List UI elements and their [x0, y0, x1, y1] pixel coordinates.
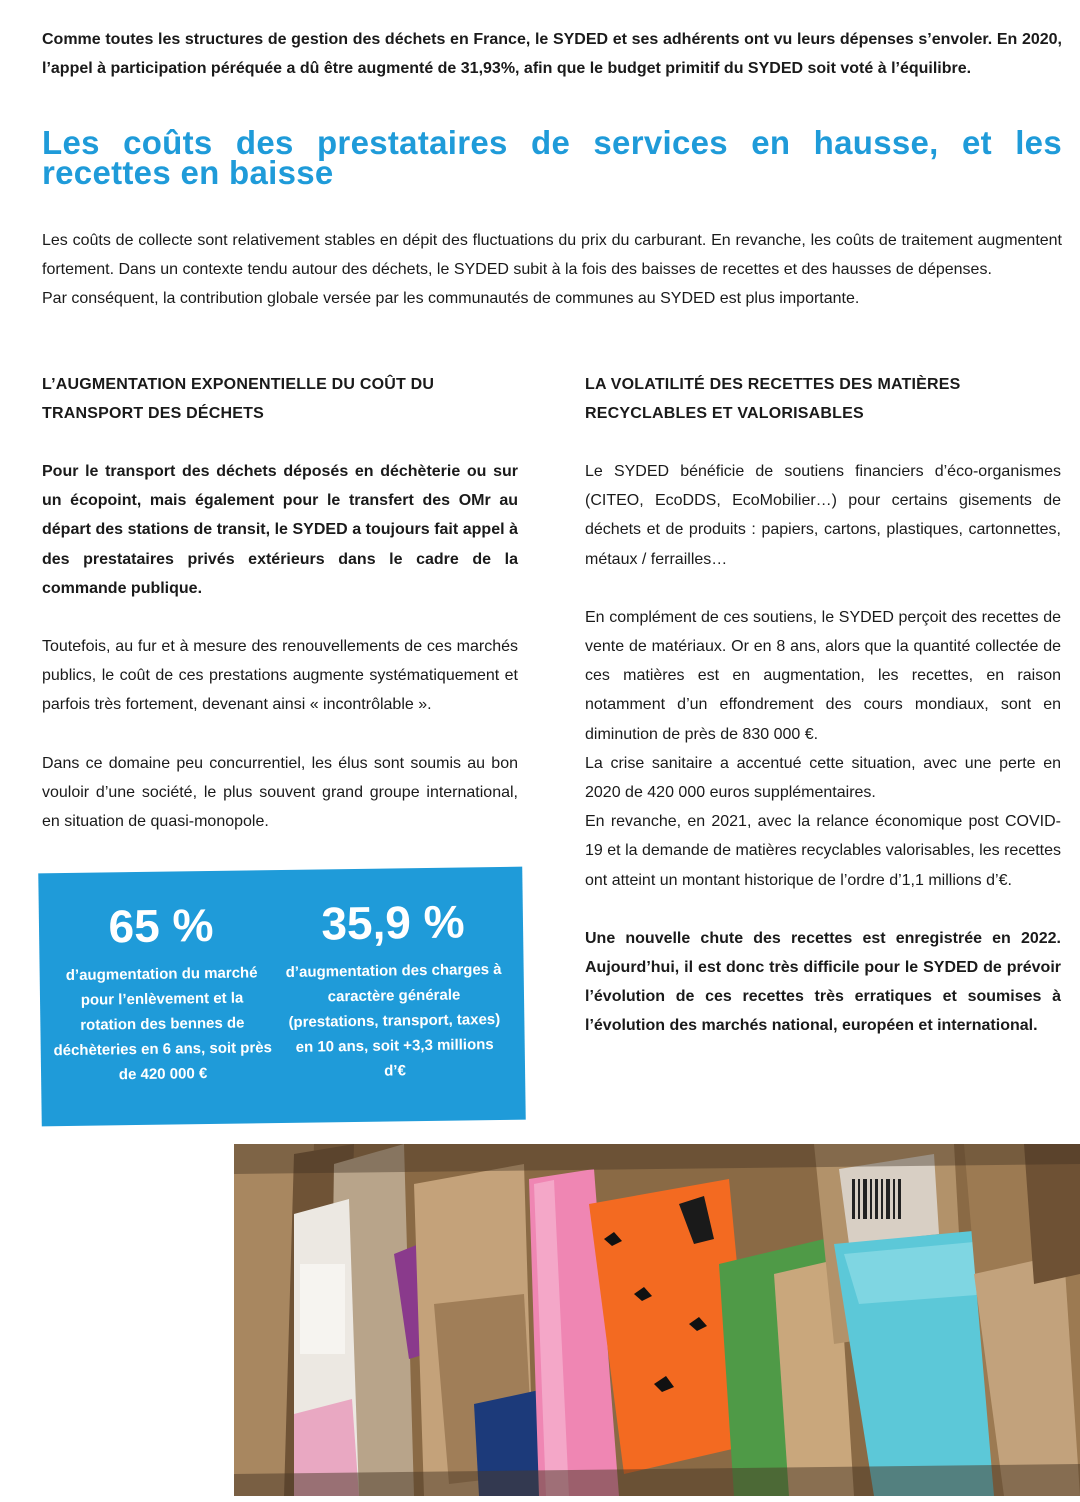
lead-paragraph-2: Par conséquent, la contribution globale versée par les communautés de communes au SYDED est plus importante. [42, 290, 860, 307]
stat-value: 35,9 % [321, 895, 465, 950]
lead-paragraph-1: Les coûts de collecte sont relativement stables en dépit des fluctuations du prix du carburant. En revanche, les coûts de traitement augmentent fortement. Dans un contexte tendu autour des déchets, le SYDED subit à la fois des baisses de recettes et des hausses de dépenses. [42, 232, 1062, 278]
stat-description: d’augmentation du marché pour l’enlèvement et la rotation des bennes de déchèteries en 6 ans, soit près de 420 000 € [53, 964, 273, 1084]
intro-paragraph: Comme toutes les structures de gestion des déchets en France, le SYDED et ses adhérents ont vu leurs dépenses s’envoler. En 2020, l’appel à participation péréquée a dû être augmenté de 31,93%, afin que le budget primitif du SYDED soit voté à l’équilibre. [42, 31, 1062, 77]
right-column-paragraph-1: Le SYDED bénéficie de soutiens financiers d’éco-organismes (CITEO, EcoDDS, EcoMobilier…) pour certains gisements de déchets et de produits : papiers, cartons, plastiques, cartonnettes, métaux / ferrailles… [585, 463, 1061, 568]
right-column [585, 370, 1061, 1070]
left-column-heading: L’AUGMENTATION EXPONENTIELLE DU COÛT DU TRANSPORT DES DÉCHETS [42, 376, 435, 422]
left-column-paragraph-3: Dans ce domaine peu concurrentiel, les élus sont soumis au bon vouloir d’une société, le plus souvent grand groupe international, en situation de quasi-monopole. [42, 754, 518, 831]
right-column-heading: LA VOLATILITÉ DES RECETTES DES MATIÈRES RECYCLABLES ET VALORISABLES [585, 376, 961, 422]
stat-value: 65 % [108, 898, 214, 953]
right-column-paragraph-3: La crise sanitaire a accentué cette situation, avec une perte en 2020 de 420 000 euros supplémentaires. [585, 754, 1061, 802]
stats-box [38, 867, 525, 1127]
left-column-paragraph-1: Pour le transport des déchets déposés en déchèterie ou sur un écopoint, mais également pour le transfert des OMr au départ des stations de transit, le SYDED a toujours fait appel à des prestataires privés extérieurs dans le cadre de la commande publique. [42, 463, 518, 597]
lead-text [42, 226, 1062, 313]
right-column-paragraph-4: En revanche, en 2021, avec la relance économique post COVID-19 et la demande de matières recyclables valorisables, les recettes ont atteint un montant historique de l’ordre d’1,1 millions d’€. [585, 813, 1061, 889]
left-column-paragraph-2: Toutefois, au fur et à mesure des renouvellements de ces marchés publics, le coût de ces prestations augmente systématiquement et parfois très fortement, devenant ainsi « incontrôlable ». [42, 638, 518, 714]
right-column-paragraph-2: En complément de ces soutiens, le SYDED perçoit des recettes de vente de matériaux. Or en 8 ans, alors que la quantité collectée de ces matières est en augmentation, les recettes, en raison notamment d’un effondrement des cours mondiaux, sont en diminution de près de 830 000 €. [585, 608, 1061, 743]
right-column-paragraph-5: Une nouvelle chute des recettes est enregistrée en 2022. Aujourd’hui, il est donc très difficile pour le SYDED de prévoir l’évolution de ces recettes très erratiques et soumises à l’évolution des marchés national, européen et international. [585, 929, 1061, 1035]
stat-card [51, 898, 274, 1088]
stat-card [283, 895, 506, 1085]
section-headline: Les coûts des prestataires de services en hausse, et les recettes en baisse [42, 124, 1062, 191]
stat-description: d’augmentation des charges à caractère générale (prestations, transport, taxes) en 10 ans, soit +3,3 millions d’€ [285, 960, 502, 1080]
left-column [42, 370, 518, 865]
recycling-cardboard-photo-icon [234, 1144, 1080, 1496]
